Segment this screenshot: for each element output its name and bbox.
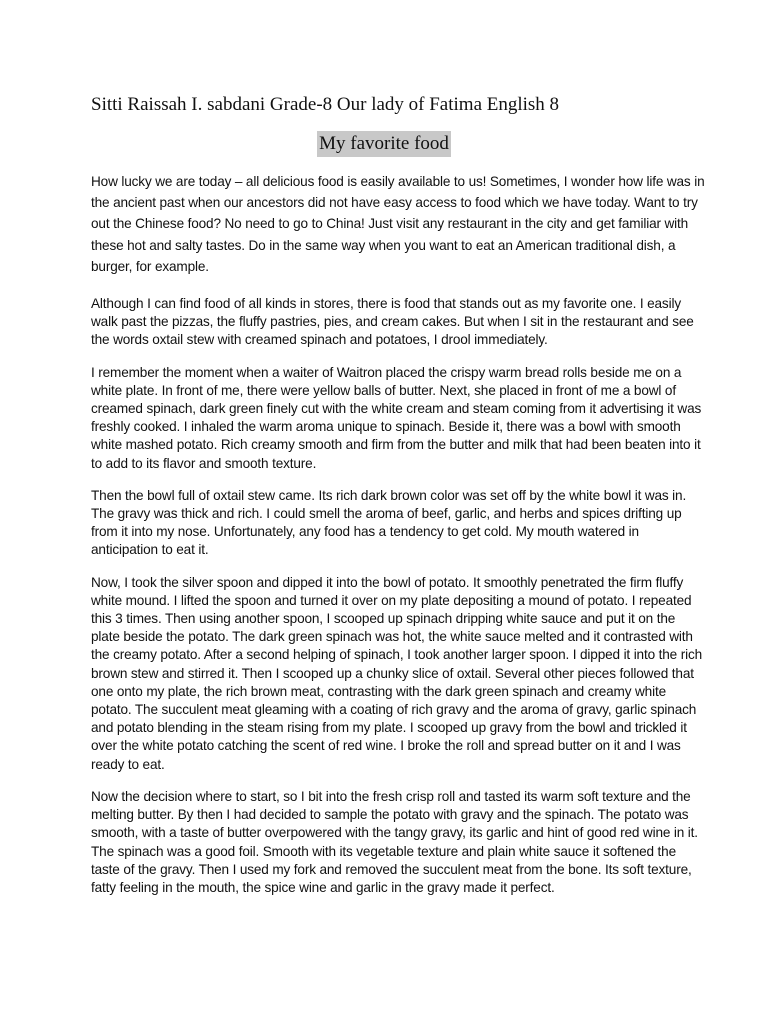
paragraph-3: I remember the moment when a waiter of Waitron placed the crispy warm bread rolls beside me on a white plate. In front of me, there were yellow balls of butter. Next, she placed in front of me a bowl of creamed spinach, dark green finely cut with the white cream and steam coming from it advertising it was freshly cooked. I inhaled the warm aroma unique to spinach. Beside it, there was a bowl with smooth white mashed potato. Rich creamy smooth and firm from the butter and milk that had been beaten into it to add to its flavor and smooth texture. (91, 364, 702, 471)
paragraph-1: How lucky we are today – all delicious food is easily available to us! Sometimes, I wonder how life was in the ancient past when our ancestors did not have easy access to food which we have today. Want to try out the Chinese food? No need to go to China! Just visit any restaurant in the city and get familiar with these hot and salty tastes. Do in the same way when you want to eat an American traditional dish, a burger, for example. (91, 174, 705, 274)
title-container (0, 131, 768, 157)
paragraph-5: Now, I took the silver spoon and dipped it into the bowl of potato. It smoothly penetrated the firm fluffy white mound. I lifted the spoon and turned it over on my plate depositing a mound of potato. I repeated this 3 times. Then using another spoon, I scooped up spinach dripping white sauce and put it on the plate beside the potato. The dark green spinach was hot, the white sauce melted and it contrasted with the creamy potato. After a second helping of spinach, I took another larger spoon. I dipped it into the rich brown stew and stirred it. Then I scooped up a chunky slice of oxtail. Several other pieces followed that one onto my plate, the rich brown meat, contrasting with the dark green spinach and creamy white potato. The succulent meat gleaming with a coating of rich gravy and the aroma of gravy, garlic spinach and potato blending in the steam rising from my plate. I scooped up gravy from the bowl and trickled it over the white potato catching the scent of red wine. I broke the roll and spread butter on it and I was ready to eat. (91, 574, 703, 772)
paragraph-2: Although I can find food of all kinds in stores, there is food that stands out as my favorite one. I easily walk past the pizzas, the fluffy pastries, pies, and cream cakes. But when I sit in the restaurant and see the words oxtail stew with creamed spinach and potatoes, I drool immediately. (91, 296, 694, 348)
author-header: Sitti Raissah I. sabdani Grade-8 Our lady of Fatima English 8 (91, 94, 560, 115)
document-title: My favorite food (317, 131, 451, 157)
paragraph-6: Now the decision where to start, so I bit into the fresh crisp roll and tasted its warm soft texture and the melting butter. By then I had decided to sample the potato with gravy and the spinach. The potato was smooth, with a taste of butter overpowered with the tangy gravy, its garlic and hint of good red wine in it. The spinach was a good foil. Smooth with its vegetable texture and plain white sauce it softened the taste of the gravy. Then I used my fork and removed the succulent meat from the bone. Its soft texture, fatty feeling in the mouth, the spice wine and garlic in the gravy made it perfect. (91, 788, 698, 895)
paragraph-4: Then the bowl full of oxtail stew came. Its rich dark brown color was set off by the white bowl it was in. The gravy was thick and rich. I could smell the aroma of beef, garlic, and herbs and spices drifting up from it into my nose. Unfortunately, any food has a tendency to get cold. My mouth watered in anticipation to eat it. (91, 487, 687, 558)
document-body (91, 171, 707, 911)
